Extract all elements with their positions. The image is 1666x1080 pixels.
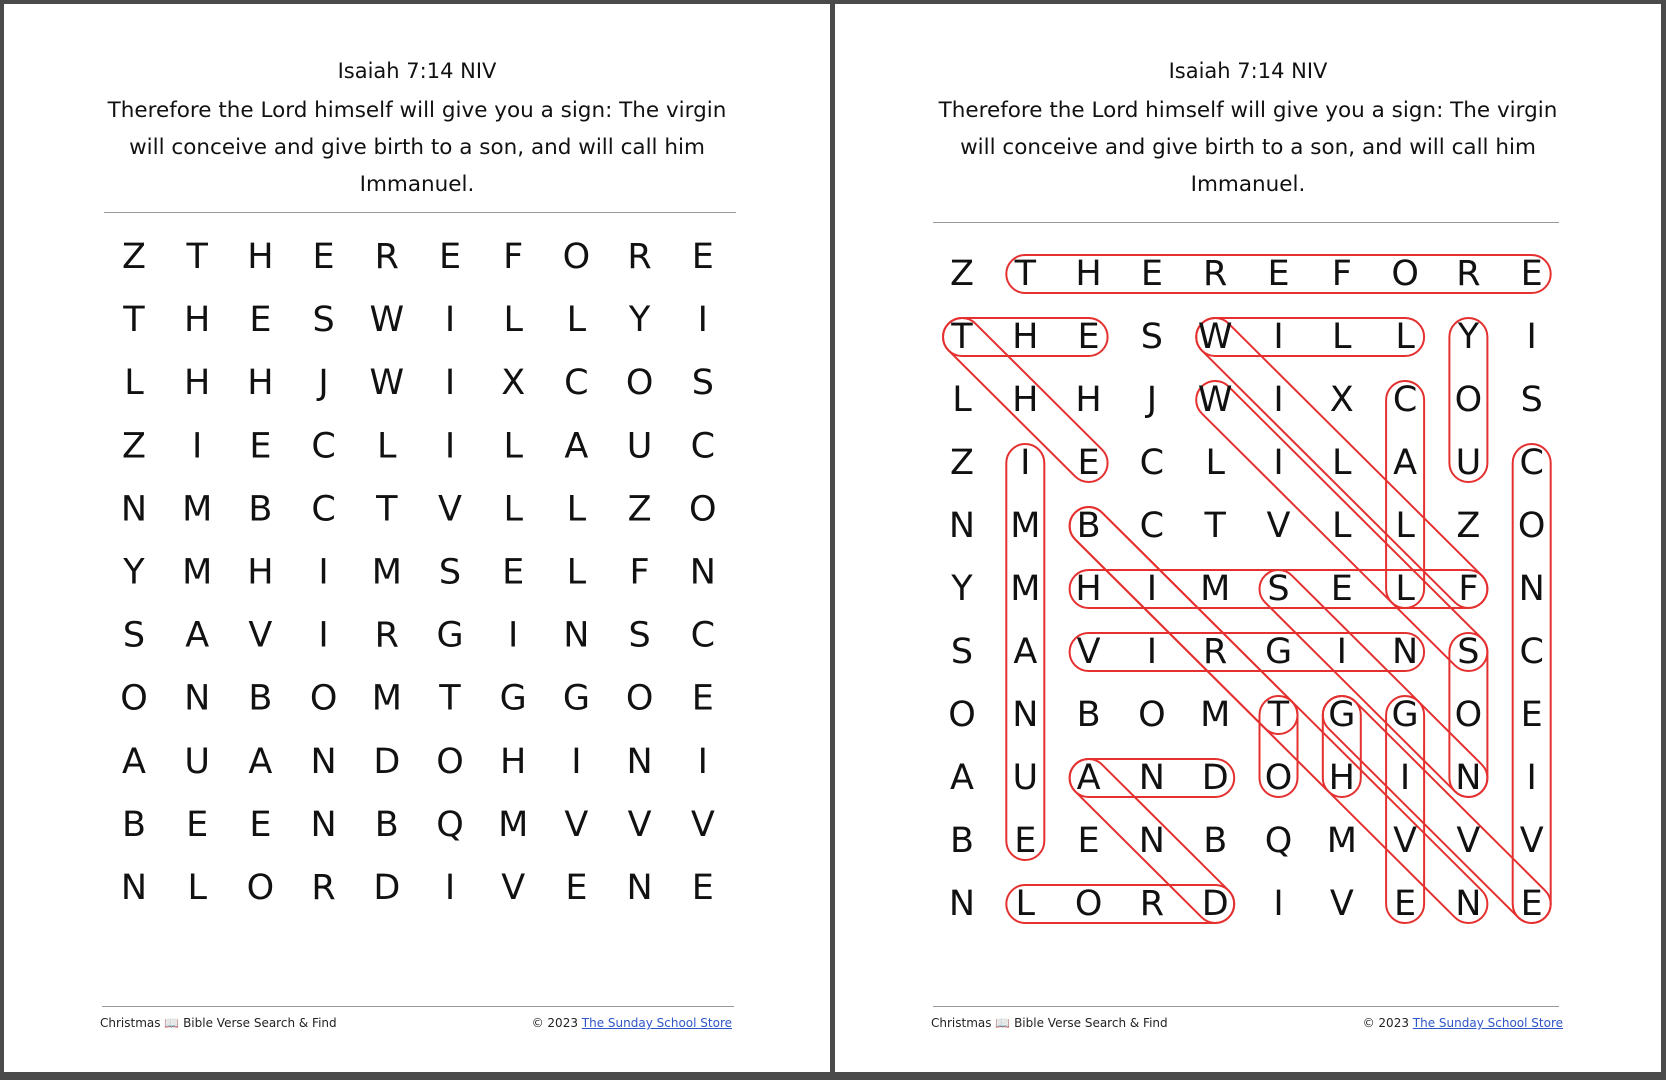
grid-letter: L — [503, 300, 523, 341]
divider-bottom — [102, 1006, 734, 1007]
grid-letter: U — [184, 741, 211, 782]
grid-letter: M — [498, 804, 529, 845]
grid-letter: X — [1329, 380, 1354, 420]
grid-letter: E — [502, 552, 525, 593]
grid-letter: S — [312, 300, 335, 341]
grid-letter: L — [1395, 569, 1415, 609]
grid-letter: Q — [1264, 821, 1293, 861]
grid-letter: C — [1392, 380, 1418, 420]
grid-letter: O — [562, 237, 591, 277]
grid-letter: E — [1077, 821, 1100, 861]
grid-letter: M — [182, 552, 213, 593]
grid-letter: A — [185, 615, 210, 656]
grid-letter: H — [500, 741, 527, 782]
grid-letter: L — [1332, 443, 1352, 483]
grid-letter: U — [626, 426, 653, 467]
grid-letter: N — [626, 741, 653, 782]
grid-letter: I — [444, 300, 456, 341]
grid-letter: M — [1010, 569, 1041, 609]
grid-letter: T — [123, 300, 145, 341]
grid-letter: E — [249, 300, 272, 341]
grid-letter: E — [186, 804, 209, 845]
grid-letter: R — [1139, 884, 1165, 924]
footer-title: Christmas 📖 Bible Verse Search & Find — [931, 1016, 1168, 1030]
grid-letter: E — [1394, 884, 1417, 924]
grid-letter: L — [503, 426, 523, 467]
grid-letter: R — [1203, 254, 1228, 294]
grid-letter: Y — [123, 552, 145, 593]
grid-letter: V — [627, 804, 652, 845]
grid-letter: R — [374, 237, 399, 277]
grid-letter: O — [948, 695, 976, 735]
grid-letter: V — [1076, 632, 1101, 672]
grid-letter: G — [499, 678, 527, 719]
grid-letter: I — [1273, 317, 1284, 357]
grid-letter: N — [563, 615, 590, 656]
grid-letter: F — [629, 552, 650, 593]
grid-letter: R — [627, 237, 652, 277]
grid-letter: A — [950, 758, 974, 798]
grid-letter: G — [1391, 695, 1419, 735]
copyright-text: © 2023 — [531, 1016, 582, 1030]
grid-letter: O — [1391, 254, 1419, 294]
grid-letter: M — [1326, 821, 1357, 861]
grid-letter: G — [1328, 695, 1356, 735]
grid-letter: A — [1013, 632, 1038, 672]
divider-bottom — [933, 1006, 1559, 1007]
footer-title: Christmas 📖 Bible Verse Search & Find — [100, 1016, 337, 1030]
grid-letter: M — [371, 552, 402, 593]
grid-letter: E — [1520, 254, 1543, 294]
grid-letter: N — [1518, 569, 1545, 609]
grid-letter: E — [249, 426, 272, 467]
grid-letter: H — [1075, 380, 1102, 420]
grid-letter: W — [1197, 317, 1233, 357]
grid-letter: T — [1204, 506, 1226, 546]
grid-letter: S — [950, 632, 974, 672]
grid-letter: T — [186, 237, 208, 277]
grid-letter: S — [1457, 632, 1480, 672]
grid-letter: G — [562, 678, 590, 719]
grid-letter: O — [625, 678, 654, 719]
grid-letter: I — [318, 615, 329, 656]
grid-letter: N — [310, 804, 337, 845]
grid-letter: I — [697, 741, 708, 782]
grid-letter: C — [1139, 506, 1165, 546]
grid-letter: C — [311, 426, 336, 467]
grid-letter: E — [1330, 569, 1353, 609]
grid-letter: H — [1012, 317, 1039, 357]
grid-letter: O — [689, 489, 717, 530]
grid-letter: O — [1454, 695, 1483, 735]
footer-copyright — [532, 1016, 732, 1030]
grid-letter: L — [377, 426, 397, 467]
grid-letter: B — [1203, 821, 1228, 861]
grid-letter: I — [1526, 317, 1537, 357]
grid-letter: Z — [950, 254, 974, 294]
copyright-text: © 2023 — [1362, 1016, 1413, 1030]
grid-letter: I — [1020, 443, 1031, 483]
grid-letter: O — [436, 741, 464, 782]
grid-letter: B — [374, 804, 399, 845]
grid-letter: E — [1520, 884, 1543, 924]
grid-letter: E — [565, 868, 588, 908]
verse-text: Therefore the Lord himself will give you a sign: The virgin will conceive and give birth to a son, and will call him Immanuel. — [107, 98, 727, 197]
grid-letter: I — [444, 363, 456, 404]
grid-letter: E — [1077, 443, 1100, 483]
grid-letter: L — [124, 363, 144, 404]
grid-letter: T — [439, 678, 461, 719]
grid-letter: M — [371, 678, 402, 719]
grid-letter: F — [1458, 569, 1479, 609]
grid-letter: I — [1273, 884, 1284, 924]
grid-letter: I — [1146, 632, 1158, 672]
store-link[interactable]: The Sunday School Store — [581, 1016, 732, 1030]
grid-letter: G — [436, 615, 464, 656]
verse-reference: Isaiah 7:14 NIV — [337, 59, 497, 83]
grid-letter: H — [247, 552, 274, 593]
grid-letter: V — [1266, 506, 1291, 546]
grid-letter: C — [311, 489, 336, 530]
grid-letter: F — [1331, 254, 1352, 294]
grid-letter: N — [1138, 821, 1165, 861]
grid-letter: E — [438, 237, 462, 277]
grid-letter: V — [690, 804, 715, 845]
grid-letter: L — [1395, 317, 1415, 357]
grid-letter: L — [566, 552, 587, 593]
grid-letter: A — [564, 426, 589, 467]
grid-letter: S — [1267, 569, 1290, 609]
grid-letter: N — [626, 868, 653, 908]
grid-letter: I — [444, 868, 456, 908]
grid-letter: E — [1014, 821, 1037, 861]
grid-letter: E — [312, 237, 335, 277]
answer-key-page — [835, 4, 1661, 1072]
grid-letter: U — [1012, 758, 1039, 798]
grid-letter: C — [690, 615, 716, 656]
grid-letter: L — [1395, 506, 1415, 546]
grid-letter: O — [309, 678, 338, 719]
grid-letter: E — [691, 237, 714, 277]
grid-letter: D — [373, 868, 401, 908]
grid-letter: I — [1336, 632, 1347, 672]
grid-letter: L — [566, 489, 587, 530]
grid-letter: N — [1392, 632, 1419, 672]
grid-letter: E — [1520, 695, 1543, 735]
grid-letter: H — [1328, 758, 1355, 798]
grid-letter: M — [1200, 695, 1231, 735]
grid-letter: Y — [628, 300, 651, 341]
grid-letter: U — [1455, 443, 1482, 483]
verse-reference: Isaiah 7:14 NIV — [1168, 59, 1328, 83]
grid-letter: B — [1076, 506, 1101, 546]
grid-letter: Z — [1456, 506, 1481, 546]
grid-letter: N — [184, 678, 211, 719]
grid-letter: N — [948, 506, 976, 546]
grid-letter: E — [1267, 254, 1290, 294]
grid-letter: S — [438, 552, 462, 593]
grid-letter: H — [247, 363, 274, 404]
grid-letter: I — [1273, 380, 1284, 420]
grid-letter: O — [1264, 758, 1293, 798]
grid-letter: O — [1138, 695, 1166, 735]
grid-letter: E — [1077, 317, 1100, 357]
grid-letter: X — [501, 363, 526, 404]
grid-letter: T — [1267, 695, 1290, 735]
grid-letter: S — [691, 363, 714, 404]
grid-letter: V — [564, 804, 589, 845]
grid-letter: B — [248, 678, 273, 719]
grid-letter: M — [1010, 506, 1041, 546]
grid-letter: B — [1076, 695, 1101, 735]
grid-letter: S — [628, 615, 651, 656]
grid-letter: M — [1200, 569, 1231, 609]
grid-letter: M — [182, 489, 213, 530]
grid-letter: S — [122, 615, 146, 656]
grid-letter: C — [690, 426, 716, 467]
grid-letter: Z — [950, 443, 974, 483]
grid-letter: N — [1455, 758, 1482, 798]
grid-letter: Y — [951, 569, 973, 609]
grid-letter: O — [246, 868, 275, 908]
grid-letter: W — [1197, 380, 1233, 420]
grid-letter: C — [1519, 632, 1544, 672]
grid-letter: V — [1329, 884, 1354, 924]
grid-letter: O — [1454, 380, 1483, 420]
grid-letter: S — [1520, 380, 1543, 420]
grid-letter: V — [1519, 821, 1544, 861]
grid-letter: O — [1517, 506, 1546, 546]
grid-letter: B — [121, 804, 147, 845]
grid-letter: C — [1519, 443, 1544, 483]
grid-letter: O — [120, 678, 148, 719]
grid-letter: N — [1455, 884, 1482, 924]
grid-letter: D — [1201, 884, 1229, 924]
grid-letter: V — [248, 615, 273, 656]
verse-text: Therefore the Lord himself will give you a sign: The virgin will conceive and give birth to a son, and will call him Immanuel. — [938, 98, 1558, 197]
grid-letter: Z — [627, 489, 652, 530]
grid-letter: J — [1146, 380, 1158, 420]
grid-letter: O — [1074, 884, 1103, 924]
grid-letter: W — [369, 363, 405, 404]
grid-letter: I — [444, 426, 456, 467]
grid-letter: B — [949, 821, 975, 861]
grid-letter: I — [1273, 443, 1284, 483]
solution-highlight — [1070, 633, 1425, 671]
grid-letter: I — [192, 426, 203, 467]
grid-letter: Y — [1457, 317, 1480, 357]
grid-letter: L — [1015, 884, 1036, 924]
grid-letter: L — [566, 300, 587, 341]
grid-letter: E — [249, 804, 272, 845]
grid-letter: V — [1393, 821, 1418, 861]
answer-grid — [835, 4, 1661, 1072]
grid-letter: I — [697, 300, 708, 341]
grid-letter: L — [1205, 443, 1225, 483]
grid-letter: H — [184, 300, 211, 341]
grid-letter: B — [248, 489, 273, 530]
grid-letter: A — [122, 741, 146, 782]
grid-letter: R — [311, 868, 336, 908]
store-link[interactable]: The Sunday School Store — [1412, 1016, 1563, 1030]
grid-letter: N — [120, 868, 148, 908]
grid-letter: A — [1393, 443, 1418, 483]
grid-letter: T — [1014, 254, 1036, 294]
grid-letter: R — [1456, 254, 1481, 294]
footer-copyright — [1363, 1016, 1563, 1030]
grid-letter: Z — [122, 237, 146, 277]
solution-highlight — [1006, 885, 1234, 923]
grid-letter: I — [508, 615, 519, 656]
puzzle-page — [4, 4, 830, 1072]
grid-letter: R — [1203, 632, 1228, 672]
grid-letter: V — [501, 868, 526, 908]
grid-letter: V — [1456, 821, 1481, 861]
grid-letter: E — [1140, 254, 1163, 294]
grid-letter: D — [373, 741, 401, 782]
grid-letter: A — [248, 741, 273, 782]
grid-letter: N — [948, 884, 976, 924]
grid-letter: W — [369, 300, 405, 341]
grid-letter: L — [187, 868, 207, 908]
grid-letter: C — [1139, 443, 1165, 483]
grid-letter: C — [564, 363, 589, 404]
grid-letter: A — [1076, 758, 1101, 798]
grid-letter: E — [691, 678, 714, 719]
grid-letter: N — [120, 489, 148, 530]
grid-letter: L — [1332, 506, 1352, 546]
grid-letter: T — [951, 317, 973, 357]
grid-letter: O — [625, 363, 654, 404]
grid-letter: I — [1399, 758, 1411, 798]
grid-letter: Q — [436, 804, 464, 845]
grid-letter: I — [571, 741, 582, 782]
grid-letter: V — [438, 489, 462, 530]
grid-letter: N — [1012, 695, 1039, 735]
grid-letter: I — [1146, 569, 1158, 609]
grid-letter: J — [318, 363, 329, 404]
grid-letter: H — [1012, 380, 1039, 420]
grid-letter: H — [1075, 569, 1102, 609]
grid-letter: H — [247, 237, 274, 277]
grid-letter: S — [1140, 317, 1164, 357]
grid-letter: H — [1075, 254, 1102, 294]
grid-letter: I — [318, 552, 329, 593]
grid-letter: E — [691, 868, 714, 908]
grid-letter: D — [1201, 758, 1229, 798]
grid-letter: R — [374, 615, 399, 656]
grid-letter: H — [184, 363, 211, 404]
grid-letter: N — [689, 552, 716, 593]
grid-letter: L — [1332, 317, 1352, 357]
grid-letter: Z — [122, 426, 146, 467]
letter-grid — [4, 4, 830, 1072]
grid-letter: N — [1138, 758, 1165, 798]
grid-letter: T — [376, 489, 398, 530]
grid-letter: I — [1526, 758, 1537, 798]
grid-letter: N — [310, 741, 337, 782]
grid-letter: L — [952, 380, 972, 420]
grid-letter: L — [503, 489, 523, 530]
grid-letter: G — [1264, 632, 1293, 672]
grid-letter: F — [503, 237, 524, 277]
